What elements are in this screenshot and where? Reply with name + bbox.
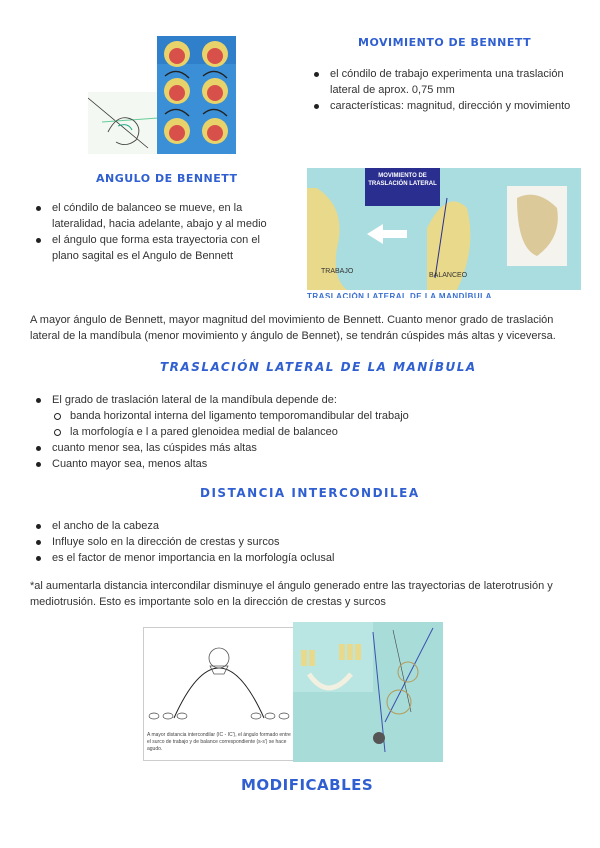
intercondilar-diagram-image (143, 627, 295, 761)
traslacion-heading: TRASLACIÓN LATERAL DE LA MANÍBULA (160, 360, 477, 374)
traslacion-list (30, 392, 578, 472)
list-item: el cóndilo de trabajo experimenta una traslación lateral de aprox. 0,75 mm (308, 66, 578, 98)
paragraph-bennett: A mayor ángulo de Bennett, mayor magnitud del movimiento de Bennett. Cuanto menor grado de traslación lateral de la mandíbula (menor movimiento y ángulo de Bennet), se tendrán cúspides más altas y viceversa. (30, 314, 556, 342)
list-item: cuanto menor sea, las cúspides más altas (30, 440, 578, 456)
figure-caption: A mayor distancia intercondilar (IC - IC'), el ángulo formado entre el surco de trabajo y de balance correspondiente (s-s') se hace agudo. (147, 732, 291, 752)
list-item: características: magnitud, dirección y movimiento (308, 98, 578, 114)
angulo-heading: ANGULO DE BENNETT (96, 172, 238, 185)
modificables-heading: MODIFICABLES (241, 776, 374, 794)
list-item: el cóndilo de balanceo se mueve, en la lateralidad, hacia adelante, abajo y al medio (30, 200, 278, 232)
list-item: el ancho de la cabeza (30, 518, 578, 534)
dental-slide-image (293, 622, 443, 762)
paragraph-intercondilar: *al aumentarla distancia intercondilar disminuye el ángulo generado entre las trayectorias de laterotrusión y mediotrusión. Esto es importante solo en la dirección de crestas y surcos (30, 580, 553, 608)
condyle-sketch-image (88, 92, 163, 154)
list-item: es el factor de menor importancia en la morfología oclusal (30, 550, 578, 566)
slide-label-trabajo: TRABAJO (321, 268, 354, 275)
list-item: banda horizontal interna del ligamento temporomandibular del trabajo (30, 408, 578, 424)
tmj-diagram-image (157, 36, 236, 154)
movimiento-list (308, 66, 578, 114)
slide-banner: MOVIMIENTO DE TRASLACIÓN LATERAL (368, 173, 437, 187)
list-item: Cuanto mayor sea, menos altas (30, 456, 578, 472)
distancia-heading: DISTANCIA INTERCONDILEA (200, 486, 420, 500)
list-item: la morfología e l a pared glenoidea medial de balanceo (30, 424, 578, 440)
list-item: el ángulo que forma esta trayectoria con el plano sagital es el Angulo de Bennett (30, 232, 278, 264)
slide-caption: TRASLACIÓN LATERAL DE LA MANDÍBULA (307, 292, 492, 298)
traslacion-slide-image (307, 168, 581, 290)
movimiento-heading: MOVIMIENTO DE BENNETT (358, 36, 532, 49)
list-item: El grado de traslación lateral de la mandíbula depende de: (30, 392, 578, 408)
distancia-list (30, 518, 578, 566)
angulo-list (30, 200, 278, 264)
list-item: Influye solo en la dirección de crestas y surcos (30, 534, 578, 550)
slide-label-balanceo: BALANCEO (429, 272, 468, 279)
